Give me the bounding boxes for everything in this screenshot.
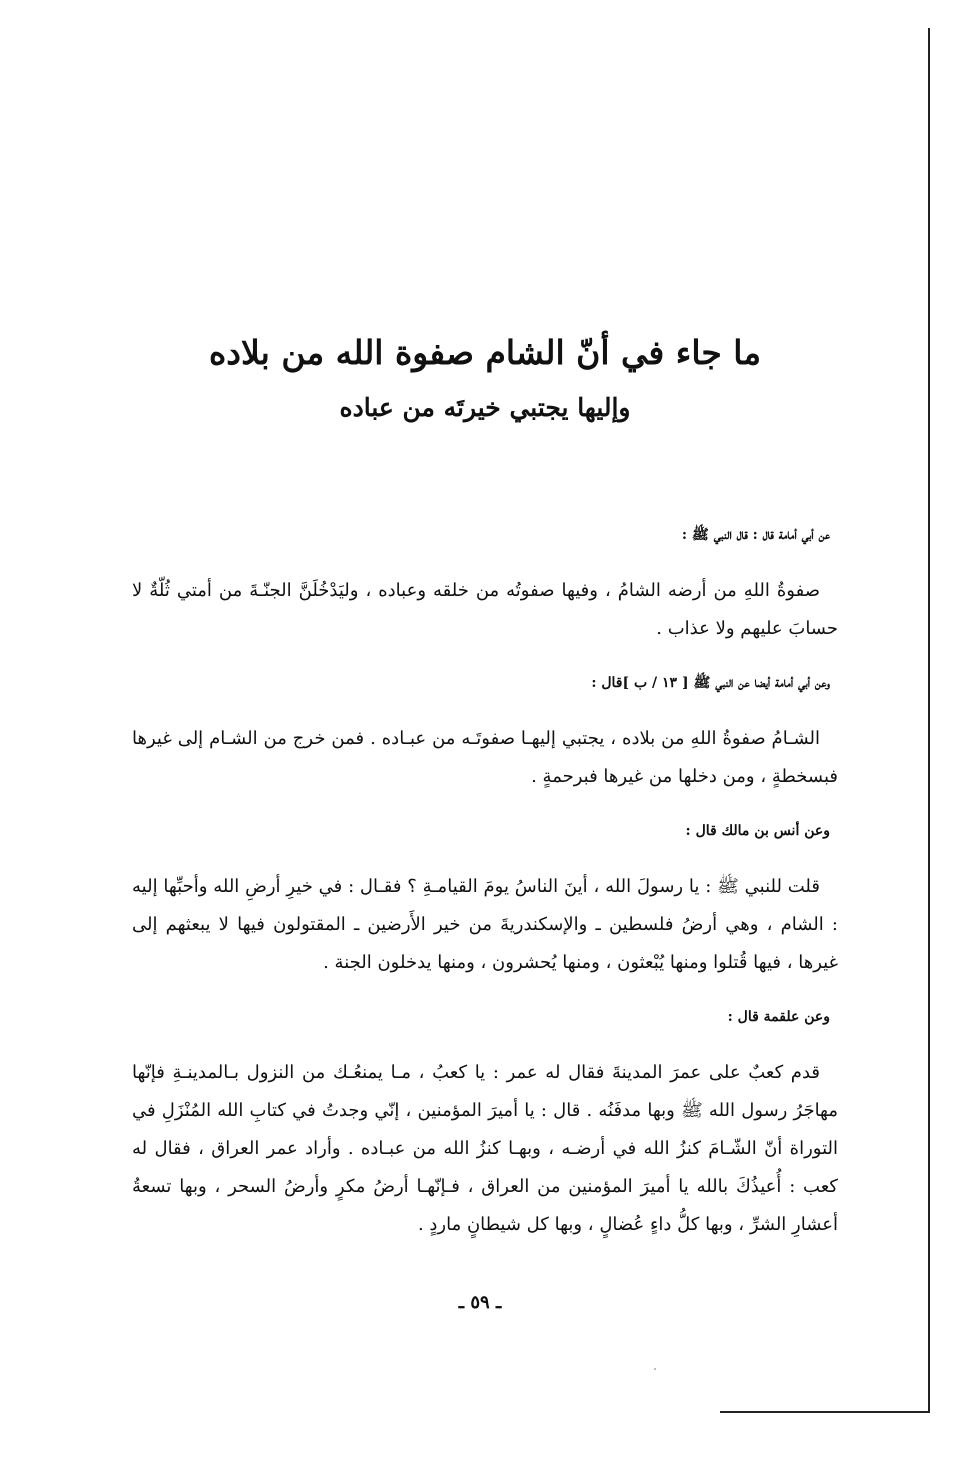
binding-rule (928, 28, 930, 1413)
hadith-text: قدم كعبٌ على عمرَ المدينةَ فقال له عمر : يا كعبُ ، مـا يمنعُـك من النزول بـالمدينـةِ فإنّها مهاجَرُ رسول الله ﷺ وبها مدفَنُه . قال : يا أميرَ المؤمنين ، إنّي وجدتُ في كتابِ الله المُنْزَلِ في التوراة أنّ الشّـامَ كنزُ الله في أرضـه ، وبهـا كنزُ الله من عبـاده . وأراد عمر العراق ، فقال له كعب : أُعيذُكَ بالله يا أميرَ المؤمنين من العراق ، فـإنّهـا أرضُ مكرٍ وأرضُ السحر ، وبها تسعةُ أعشارِ الشرِّ ، وبها كلُّ داءٍ عُضالٍ ، وبها كل شيطانٍ ماردٍ . (132, 1062, 838, 1235)
isnad-line: وعن علقمة قال : (727, 1009, 830, 1025)
hadith-section (132, 670, 838, 796)
isnad-line: عن أبي أمامة قال : قال النبي ﷺ : (681, 527, 830, 543)
chapter-subtitle: وإليها يجتبي خيرتَه من عباده (339, 393, 631, 422)
hadith-section (132, 818, 838, 982)
hadith-text: صفوةُ اللهِ من أرضه الشامُ ، وفيها صفوتُه من خلقه وعباده ، وليَدْخُلَنَّ الجنّـةَ من أمتي ثُلّةٌ لا حسابَ عليهم ولا عذاب . (132, 580, 838, 639)
bottom-rule (720, 1411, 930, 1413)
scan-speck (654, 1368, 656, 1370)
hadith-text: الشـامُ صفوةُ اللهِ من بلاده ، يجتبي إليهـا صفوتَـه من عبـاده . فمن خرج من الشـام إلى غيرها فبسخطةٍ ، ومن دخلها من غيرها فبرحمةٍ . (132, 728, 838, 787)
isnad-line: وعن أبي أمامة أيضا عن النبي ﷺ [ ١٣ / ب ]قال : (591, 675, 830, 691)
page-content (132, 522, 838, 1256)
chapter-title: ما جاء في أنّ الشام صفوة الله من بلاده (209, 333, 761, 372)
hadith-section (132, 1004, 838, 1244)
chapter-title-block (140, 330, 830, 428)
hadith-text: قلت للنبي ﷺ : يا رسولَ الله ، أينَ الناسُ يومَ القيامـةِ ؟ فقـال : في خيرِ أرضِ الله وأحبِّها إليه : الشام ، وهي أرضُ فلسطين ـ والإسكندريةَ من خير الأَرضين ـ المقتولون فيها لا يبعثهم إلى غيرها ، فيها قُتلوا ومنها يُبْعثون ، ومنها يُحشرون ، ومنها يدخلون الجنة . (132, 876, 838, 973)
hadith-section (132, 522, 838, 648)
page-number: ـ ٥٩ ـ (458, 1292, 502, 1313)
isnad-line: وعن أنس بن مالك قال : (685, 823, 830, 839)
